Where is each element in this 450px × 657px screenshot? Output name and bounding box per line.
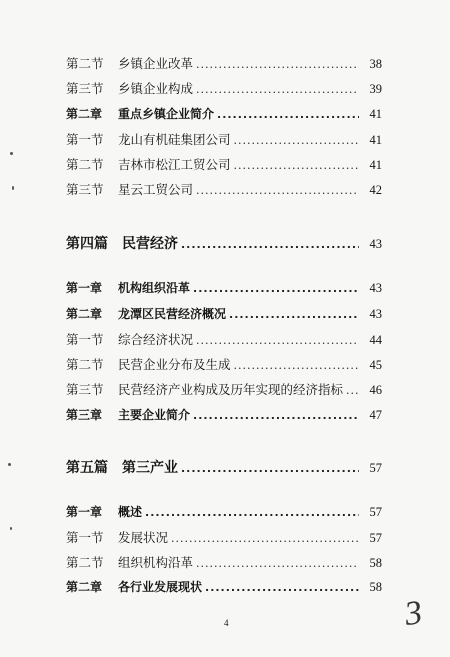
toc-leader-dots xyxy=(196,58,359,71)
toc-entry-section xyxy=(66,380,382,400)
toc-title: 发展状况 xyxy=(118,530,169,545)
scan-speck xyxy=(10,152,13,155)
toc-entry-section xyxy=(66,130,382,150)
toc-page-number: 39 xyxy=(369,82,382,96)
toc-leader-dots xyxy=(234,359,359,372)
toc-entry-section xyxy=(66,54,382,74)
toc-level: 第一节 xyxy=(66,132,104,147)
toc-page-number: 44 xyxy=(369,333,382,347)
toc-page-number: 57 xyxy=(369,531,382,545)
toc-title: 重点乡镇企业简介 xyxy=(118,107,215,121)
toc-page-number: 41 xyxy=(369,158,382,172)
toc-page-number: 58 xyxy=(369,556,382,570)
toc-level: 第一节 xyxy=(66,530,104,545)
toc-title: 吉林市松江工贸公司 xyxy=(118,157,231,172)
toc-level: 第二节 xyxy=(66,56,104,71)
toc-entry-part xyxy=(66,233,382,253)
toc-title: 民营经济 xyxy=(122,236,178,252)
toc-title: 组织机构沿革 xyxy=(118,555,194,570)
toc-leader-dots xyxy=(145,506,359,519)
toc-title: 概述 xyxy=(118,505,143,519)
toc-level: 第一节 xyxy=(66,332,104,347)
toc-page-number: 57 xyxy=(369,505,382,519)
toc-leader-dots xyxy=(181,238,359,251)
toc-leader-dots xyxy=(196,184,359,197)
toc-level: 第五篇 xyxy=(66,460,108,476)
toc-entry-chapter xyxy=(66,105,382,125)
toc-leader-dots xyxy=(346,384,359,397)
toc-entry-chapter xyxy=(66,406,382,426)
toc-page-number: 41 xyxy=(369,133,382,147)
toc-page-number: 43 xyxy=(369,307,382,321)
handwritten-mark: 3 xyxy=(402,594,425,634)
toc-entry-section xyxy=(66,553,382,573)
toc-level: 第二节 xyxy=(66,357,104,372)
toc-level: 第三节 xyxy=(66,182,104,197)
toc-leader-dots xyxy=(181,462,359,475)
toc-page-number: 43 xyxy=(369,281,382,295)
toc-entry-chapter xyxy=(66,578,382,598)
toc-leader-dots xyxy=(205,581,359,594)
toc-page-number: 47 xyxy=(369,408,382,422)
toc-leader-dots xyxy=(193,282,359,295)
toc-title: 民营经济产业构成及历年实现的经济指标 xyxy=(118,382,344,397)
toc-title: 乡镇企业构成 xyxy=(118,81,194,96)
toc-page-number: 45 xyxy=(369,358,382,372)
toc-leader-dots xyxy=(217,108,359,121)
toc-level: 第二节 xyxy=(66,157,104,172)
toc-level: 第二章 xyxy=(66,580,103,594)
toc-title: 乡镇企业改革 xyxy=(118,56,194,71)
toc-title: 主要企业简介 xyxy=(118,408,191,422)
toc-entry-section xyxy=(66,528,382,548)
toc-entry-chapter xyxy=(66,279,382,299)
toc-entry-chapter xyxy=(66,503,382,523)
toc-entry-section xyxy=(66,180,382,200)
toc-leader-dots xyxy=(193,409,359,422)
toc-page-number: 58 xyxy=(369,580,382,594)
toc-leader-dots xyxy=(229,308,359,321)
scan-speck xyxy=(8,463,11,466)
toc-page-number: 46 xyxy=(369,383,382,397)
toc-level: 第一章 xyxy=(66,505,103,519)
toc-title: 机构组织沿革 xyxy=(118,281,191,295)
toc-title: 各行业发展现状 xyxy=(118,580,203,594)
toc-page-number: 38 xyxy=(369,57,382,71)
toc-title: 第三产业 xyxy=(122,460,178,476)
toc-level: 第二章 xyxy=(66,307,103,321)
toc-page-number: 57 xyxy=(369,461,382,475)
toc-entry-section xyxy=(66,155,382,175)
page-number: 4 xyxy=(224,618,229,628)
toc-title: 民营企业分布及生成 xyxy=(118,357,231,372)
toc-entry-section xyxy=(66,79,382,99)
toc-leader-dots xyxy=(234,159,359,172)
toc-entry-section xyxy=(66,330,382,350)
toc-title: 龙潭区民营经济概况 xyxy=(118,307,227,321)
toc-leader-dots xyxy=(234,134,359,147)
toc-entry-section xyxy=(66,355,382,375)
toc-leader-dots xyxy=(196,334,359,347)
toc-level: 第二节 xyxy=(66,555,104,570)
toc-title: 综合经济状况 xyxy=(118,332,194,347)
toc-level: 第二章 xyxy=(66,107,103,121)
toc-entry-chapter xyxy=(66,305,382,325)
toc-entry-part xyxy=(66,457,382,477)
toc-level: 第三节 xyxy=(66,382,104,397)
toc-leader-dots xyxy=(196,557,359,570)
toc-level: 第三章 xyxy=(66,408,103,422)
toc-leader-dots xyxy=(196,83,359,96)
scan-speck xyxy=(10,527,12,530)
toc-page-number: 42 xyxy=(369,183,382,197)
toc-level: 第三节 xyxy=(66,81,104,96)
toc-page-number: 41 xyxy=(369,107,382,121)
toc-title: 龙山有机硅集团公司 xyxy=(118,132,231,147)
toc-title: 星云工贸公司 xyxy=(118,182,194,197)
toc-page-number: 43 xyxy=(369,237,382,251)
toc-level: 第四篇 xyxy=(66,236,108,252)
scan-speck xyxy=(12,186,14,190)
toc-leader-dots xyxy=(171,532,359,545)
toc-level: 第一章 xyxy=(66,281,103,295)
